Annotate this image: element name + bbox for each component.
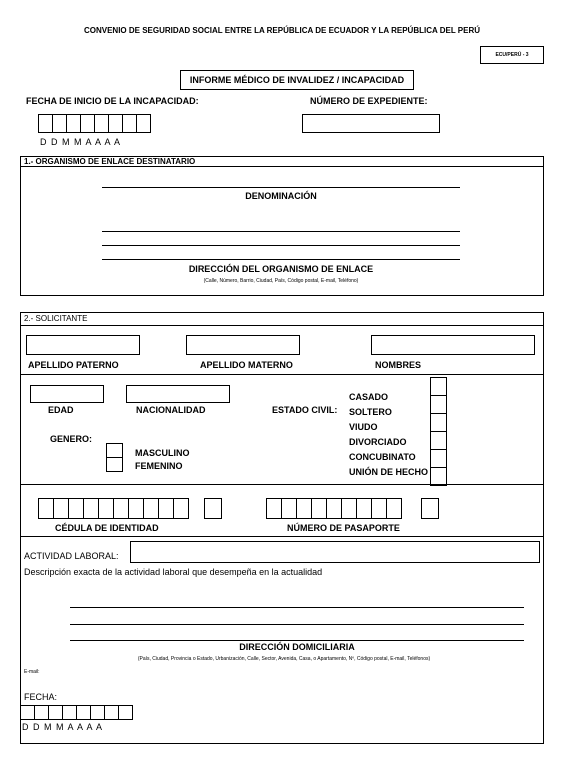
edad-label: EDAD <box>48 405 74 415</box>
divorciado-checkbox[interactable] <box>430 431 447 450</box>
expediente-label: NÚMERO DE EXPEDIENTE: <box>310 96 428 106</box>
expediente-input[interactable] <box>302 114 440 133</box>
section1-title: 1.- ORGANISMO DE ENLACE DESTINATARIO <box>24 157 196 166</box>
document-title: CONVENIO DE SEGURIDAD SOCIAL ENTRE LA REPÚBLICA DE ECUADOR Y LA REPÚBLICA DEL PERÚ <box>83 26 481 35</box>
femenino-checkbox[interactable] <box>106 457 123 472</box>
actividad-label: ACTIVIDAD LABORAL: <box>24 551 119 561</box>
cedula-input[interactable] <box>38 498 188 519</box>
email-label: E-mail: <box>24 669 40 675</box>
fecha-inicio-input[interactable] <box>38 114 150 133</box>
apellido-paterno-label: APELLIDO PATERNO <box>28 360 119 370</box>
cedula-check-digit[interactable] <box>204 498 222 519</box>
denominacion-label: DENOMINACIÓN <box>245 191 317 201</box>
direccion-domiciliaria-label: DIRECCIÓN DOMICILIARIA <box>239 642 355 652</box>
pasaporte-input[interactable] <box>266 498 401 519</box>
casado-checkbox[interactable] <box>430 377 447 396</box>
apellido-materno-input[interactable] <box>186 335 300 355</box>
pasaporte-check-digit[interactable] <box>421 498 439 519</box>
nacionalidad-input[interactable] <box>126 385 230 403</box>
estado-concubinato: CONCUBINATO <box>349 452 416 462</box>
estado-civil-label: ESTADO CIVIL: <box>272 405 338 415</box>
form-title: INFORME MÉDICO DE INVALIDEZ / INCAPACIDAD <box>180 70 414 90</box>
direccion-organismo-hint: (Calle, Número, Barrio, Ciudad, País, Código postal, E-mail, Teléfono) <box>203 278 359 284</box>
genero-checkboxes[interactable] <box>106 443 123 471</box>
fecha-inicio-format: D D M M A A A A <box>40 137 122 147</box>
fecha-inicio-label: FECHA DE INICIO DE LA INCAPACIDAD: <box>26 96 199 106</box>
masculino-checkbox[interactable] <box>106 443 123 458</box>
apellido-paterno-input[interactable] <box>26 335 140 355</box>
estado-union-hecho: UNIÓN DE HECHO <box>349 467 429 477</box>
estado-soltero: SOLTERO <box>349 407 392 417</box>
nacionalidad-label: NACIONALIDAD <box>136 405 206 415</box>
apellido-materno-label: APELLIDO MATERNO <box>200 360 293 370</box>
concubinato-checkbox[interactable] <box>430 449 447 468</box>
direccion-domiciliaria-hint: (País, Ciudad, Provincia o Estado, Urbanización, Calle, Sector, Avenida, Casa, o Apartamento, Nº, Código postal, E-mail, Teléfonos) <box>137 656 431 662</box>
viudo-checkbox[interactable] <box>430 413 447 432</box>
section2-title: 2.- SOLICITANTE <box>24 314 88 323</box>
soltero-checkbox[interactable] <box>430 395 447 414</box>
masculino-label: MASCULINO <box>135 448 190 458</box>
estado-viudo: VIUDO <box>349 422 378 432</box>
nombres-input[interactable] <box>371 335 535 355</box>
actividad-description: Descripción exacta de la actividad laboral que desempeña en la actualidad <box>24 567 323 577</box>
femenino-label: FEMENINO <box>135 461 183 471</box>
fecha-format: D D M M A A A A <box>22 722 104 732</box>
estado-casado: CASADO <box>349 392 389 402</box>
actividad-input[interactable] <box>130 541 540 563</box>
estado-divorciado: DIVORCIADO <box>349 437 407 447</box>
form-code: ECU/PERÚ - 3 <box>480 46 544 64</box>
edad-input[interactable] <box>30 385 104 403</box>
pasaporte-label: NÚMERO DE PASAPORTE <box>287 523 400 533</box>
estado-civil-options <box>349 390 428 480</box>
genero-label: GENERO: <box>50 434 93 444</box>
cedula-label: CÉDULA DE IDENTIDAD <box>55 523 159 533</box>
fecha-label: FECHA: <box>24 692 58 702</box>
section-organismo <box>20 156 544 296</box>
estado-civil-checkboxes[interactable] <box>430 377 447 485</box>
nombres-label: NOMBRES <box>375 360 422 370</box>
fecha-input[interactable] <box>20 705 132 720</box>
direccion-organismo-label: DIRECCIÓN DEL ORGANISMO DE ENLACE <box>188 264 374 274</box>
